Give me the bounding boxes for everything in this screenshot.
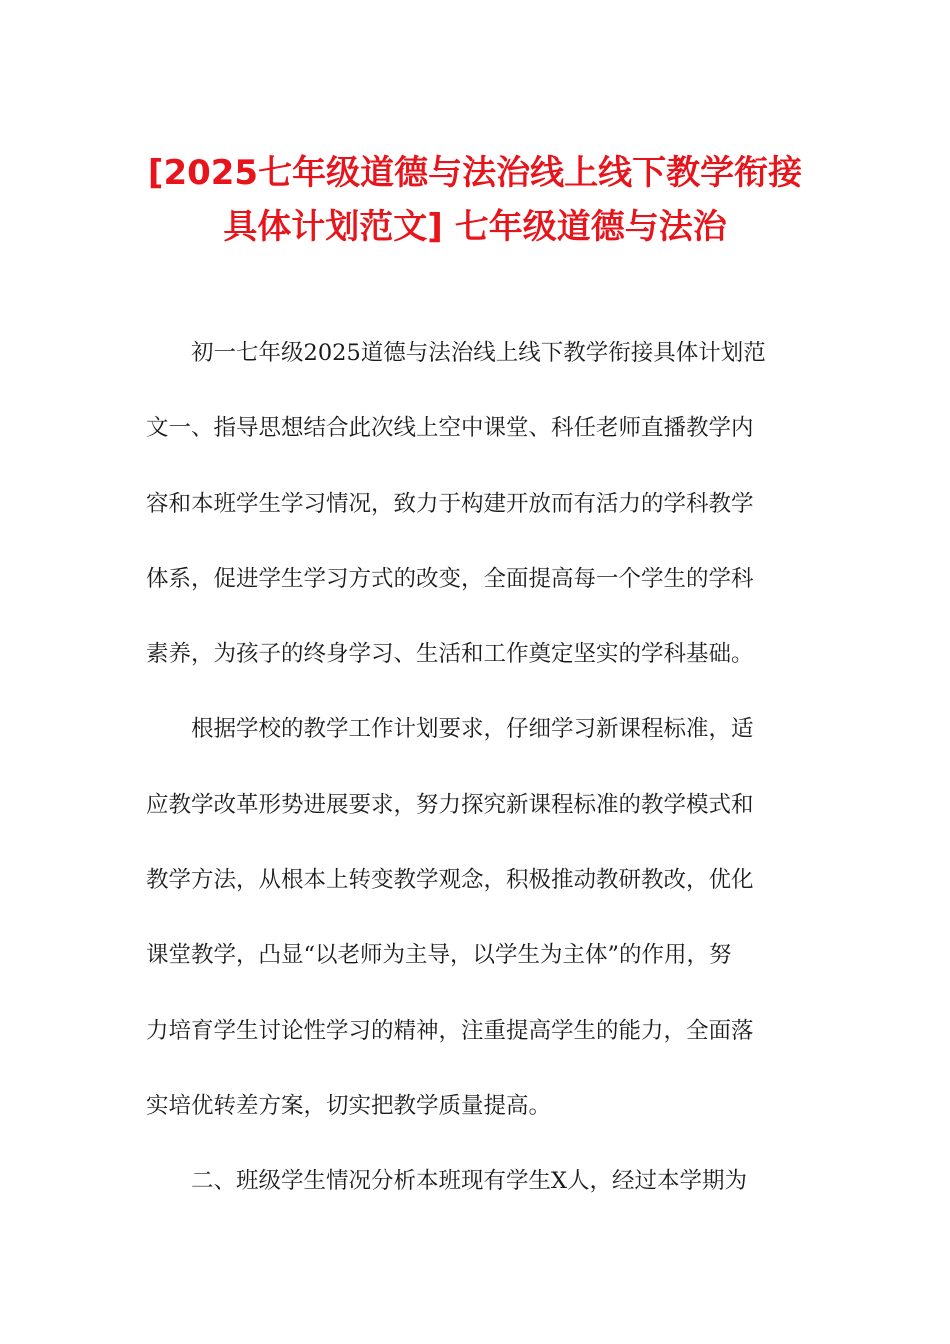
body-line: 力培育学生讨论性学习的精神，注重提高学生的能力，全面落 — [146, 1017, 754, 1044]
body-line: 体系，促进学生学习方式的改变，全面提高每一个学生的学科 — [146, 565, 754, 592]
body-line: 素养，为孩子的终身学习、生活和工作奠定坚实的学科基础。 — [146, 641, 754, 668]
title-line-1: [2025七年级道德与法治线上线下教学衔接 — [147, 153, 803, 193]
body-line: 容和本班学生学习情况，致力于构建开放而有活力的学科教学 — [146, 490, 754, 517]
body-line: 根据学校的教学工作计划要求，仔细学习新课程标准，适 — [191, 716, 754, 743]
document-body — [146, 328, 806, 1232]
title-line-2: 具体计划范文] 七年级道德与法治 — [223, 207, 727, 247]
body-line: 文一、指导思想结合此次线上空中课堂、科任老师直播教学内 — [146, 415, 754, 442]
body-line: 应教学改革形势进展要求，努力探究新课程标准的教学模式和 — [146, 791, 754, 818]
document-title — [100, 146, 850, 254]
body-line: 教学方法，从根本上转变教学观念，积极推动教研教改，优化 — [146, 867, 754, 894]
body-line: 初一七年级2025道德与法治线上线下教学衔接具体计划范 — [191, 340, 766, 366]
body-line: 二、班级学生情况分析本班现有学生X人，经过本学期为 — [191, 1168, 748, 1195]
body-line: 课堂教学，凸显“以老师为主导，以学生为主体”的作用，努 — [146, 942, 732, 969]
body-line: 实培优转差方案，切实把教学质量提高。 — [146, 1092, 552, 1119]
